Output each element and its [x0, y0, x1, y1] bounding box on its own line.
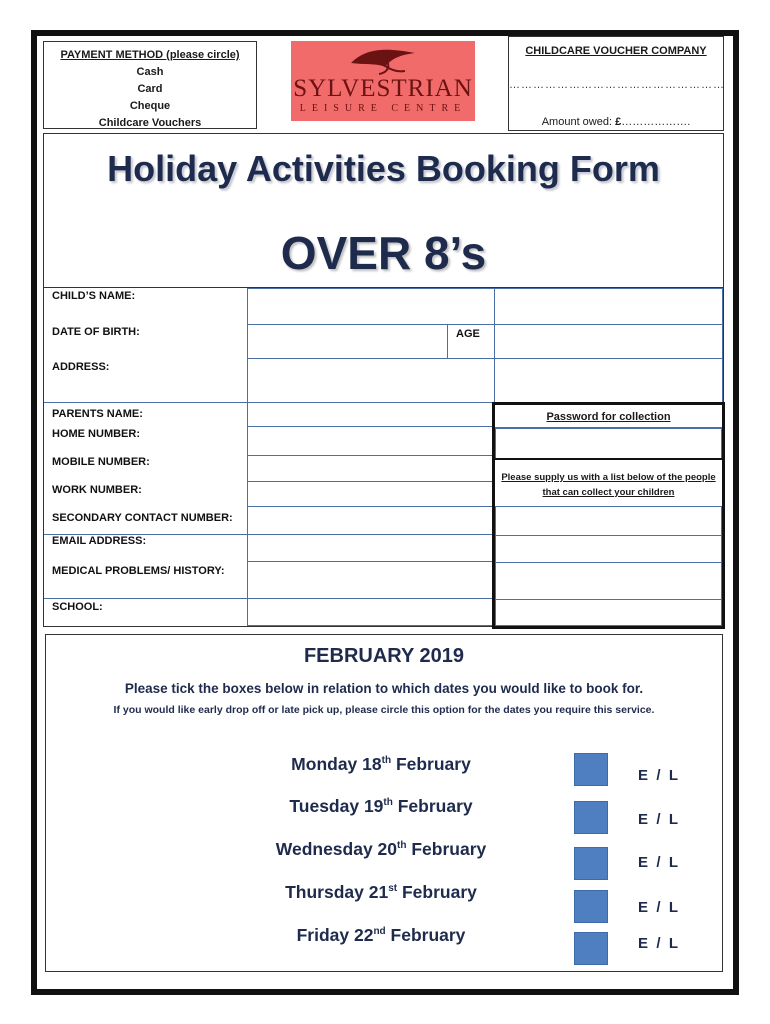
- currency-symbol: £: [615, 116, 622, 128]
- email-field[interactable]: [247, 534, 495, 562]
- logo-subtitle: LEISURE CENTRE: [299, 103, 467, 114]
- day-wednesday: Wednesday 20th February: [275, 839, 487, 859]
- logo-name: SYLVESTRIAN: [293, 75, 473, 102]
- payment-method-title: PAYMENT METHOD (please circle): [60, 49, 240, 61]
- day-thursday: Thursday 21st February: [285, 882, 477, 902]
- month-heading: FEBRUARY 2019: [303, 645, 465, 667]
- voucher-company-field[interactable]: ………………………………………………: [509, 79, 725, 91]
- secondary-contact-label: SECONDARY CONTACT NUMBER:: [52, 512, 233, 524]
- password-collection-box: [492, 402, 725, 629]
- wednesday-checkbox[interactable]: [574, 847, 608, 880]
- collector-field-1[interactable]: [495, 506, 722, 536]
- home-number-label: HOME NUMBER:: [52, 428, 140, 440]
- mobile-number-field[interactable]: [247, 455, 495, 482]
- mobile-number-label: MOBILE NUMBER:: [52, 456, 150, 468]
- dob-label: DATE OF BIRTH:: [52, 326, 140, 338]
- thursday-checkbox[interactable]: [574, 890, 608, 923]
- tuesday-checkbox[interactable]: [574, 801, 608, 834]
- amount-owed-label: Amount owed:: [541, 116, 616, 128]
- day-friday: Friday 22nd February: [296, 925, 466, 945]
- friday-early-late[interactable]: E / L: [638, 935, 679, 952]
- monday-early-late[interactable]: E / L: [638, 767, 679, 784]
- email-label: EMAIL ADDRESS:: [52, 535, 147, 547]
- dates-panel: [45, 634, 723, 972]
- secondary-contact-field[interactable]: [247, 506, 495, 535]
- school-field[interactable]: [247, 598, 495, 626]
- age-label: AGE: [456, 328, 480, 340]
- payment-option-vouchers[interactable]: Childcare Vouchers: [98, 117, 202, 129]
- tick-instruction: Please tick the boxes below in relation to which dates you would like to book for.: [124, 681, 644, 696]
- parents-name-label: PARENTS NAME:: [52, 408, 143, 420]
- collector-field-3[interactable]: [495, 562, 722, 600]
- divider: [44, 402, 248, 403]
- payment-method-box: [43, 41, 257, 129]
- day-monday: Monday 18th February: [291, 754, 471, 774]
- parents-name-field[interactable]: [247, 402, 495, 427]
- payment-option-cheque[interactable]: Cheque: [129, 100, 171, 112]
- monday-checkbox[interactable]: [574, 753, 608, 786]
- dob-field[interactable]: [247, 324, 448, 359]
- payment-option-cash[interactable]: Cash: [136, 66, 164, 78]
- password-title: Password for collection: [546, 411, 671, 423]
- age-group-title: OVER 8’s: [280, 227, 487, 279]
- early-late-note: If you would like early drop off or late pick up, please circle this option for the dates you require this service.: [113, 704, 655, 716]
- voucher-company-title: CHILDCARE VOUCHER COMPANY: [525, 45, 707, 57]
- thursday-early-late[interactable]: E / L: [638, 899, 679, 916]
- age-field[interactable]: [494, 324, 723, 359]
- amount-owed-field[interactable]: ……………….: [621, 116, 691, 128]
- collection-note: Please supply us with a list below of the people that can collect your children: [501, 472, 716, 498]
- day-tuesday: Tuesday 19th February: [289, 796, 473, 816]
- password-field[interactable]: [495, 428, 722, 459]
- address-field[interactable]: [247, 358, 495, 403]
- childs-name-label: CHILD’S NAME:: [52, 290, 136, 302]
- divider: [495, 458, 722, 460]
- page-title: Holiday Activities Booking Form: [107, 148, 660, 189]
- voucher-company-box: [508, 36, 724, 131]
- childs-name-field[interactable]: [247, 288, 495, 325]
- work-number-field[interactable]: [247, 481, 495, 507]
- address-extra-field[interactable]: [494, 358, 723, 403]
- medical-label: MEDICAL PROBLEMS/ HISTORY:: [52, 565, 225, 577]
- amount-owed[interactable]: [509, 116, 723, 128]
- sylvestrian-logo: [291, 41, 475, 121]
- school-label: SCHOOL:: [52, 601, 103, 613]
- collector-field-2[interactable]: [495, 535, 722, 563]
- childs-name-extra-field[interactable]: [494, 288, 723, 325]
- address-label: ADDRESS:: [52, 361, 110, 373]
- medical-field[interactable]: [247, 561, 495, 599]
- leaf-emblem-icon: [347, 43, 419, 77]
- work-number-label: WORK NUMBER:: [52, 484, 142, 496]
- wednesday-early-late[interactable]: E / L: [638, 854, 679, 871]
- friday-checkbox[interactable]: [574, 932, 608, 965]
- payment-option-card[interactable]: Card: [137, 83, 163, 95]
- tuesday-early-late[interactable]: E / L: [638, 811, 679, 828]
- divider: [44, 598, 248, 599]
- title-box: [43, 133, 724, 288]
- collector-field-4[interactable]: [495, 599, 722, 626]
- home-number-field[interactable]: [247, 426, 495, 456]
